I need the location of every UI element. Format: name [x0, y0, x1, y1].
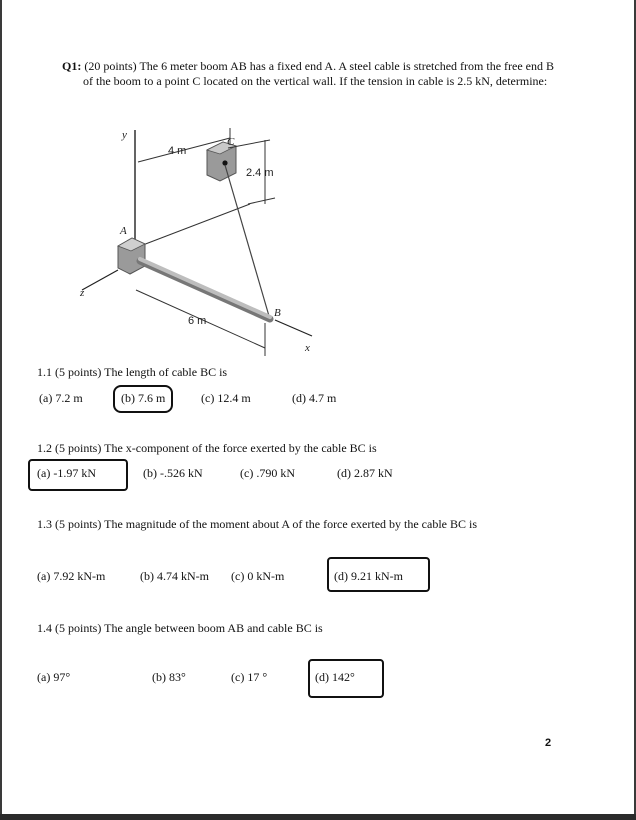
dim-6m-label: 6 m [188, 315, 207, 327]
part-1-3-option-b: (b) 4.74 kN-m [140, 569, 209, 583]
question-text-line2: of the boom to a point C located on the vertical wall. If the tension in cable is 2.5 kN, determine: [83, 74, 548, 88]
point-c-marker [222, 160, 227, 165]
wall-base-line [135, 204, 250, 248]
part-1-1-option-b: (b) 7.6 m [121, 391, 166, 405]
question-text-line1: (20 points) The 6 meter boom AB has a fixed end A. A steel cable is stretched from the free end B [84, 59, 555, 73]
part-1-1-option-d: (d) 4.7 m [292, 391, 337, 405]
label-a: A [120, 225, 127, 237]
page-number: 2 [545, 737, 552, 749]
dim-24-label: 2.4 m [246, 167, 274, 179]
axis-z-label: z [80, 287, 85, 299]
part-1-4-option-c: (c) 17 ° [231, 670, 268, 684]
dim-4m-label: 4 m [168, 145, 187, 157]
part-1-4-prompt: 1.4 (5 points) The angle between boom AB and cable BC is [37, 621, 323, 635]
axis-x-label: x [305, 342, 310, 354]
part-1-4-option-a: (a) 97° [37, 670, 71, 684]
label-b: B [274, 307, 281, 319]
axis-y-label: y [122, 129, 127, 141]
part-1-3-option-a: (a) 7.92 kN-m [37, 569, 106, 583]
part-1-2-option-c: (c) .790 kN [240, 466, 295, 480]
part-1-4-option-b: (b) 83° [152, 670, 186, 684]
part-1-2-prompt: 1.2 (5 points) The x-component of the force exerted by the cable BC is [37, 441, 377, 455]
part-1-2-option-b: (b) -.526 kN [143, 466, 203, 480]
question-header [62, 59, 572, 89]
part-1-1-prompt: 1.1 (5 points) The length of cable BC is [37, 365, 228, 379]
part-1-3-prompt: 1.3 (5 points) The magnitude of the moment about A of the force exerted by the cable BC is [37, 517, 478, 531]
question-label: Q1: [62, 59, 82, 73]
dim-24-bottom [248, 198, 275, 204]
page-border-left [0, 0, 2, 820]
page-border-bottom [0, 814, 636, 820]
part-1-1-option-a: (a) 7.2 m [39, 391, 83, 405]
part-1-3-option-d: (d) 9.21 kN-m [334, 569, 403, 583]
part-1-2-option-d: (d) 2.87 kN [337, 466, 393, 480]
boom-cable-figure [70, 118, 340, 363]
cable-bc [225, 165, 269, 316]
z-axis-line [82, 270, 118, 290]
part-1-3-option-c: (c) 0 kN-m [231, 569, 285, 583]
part-1-1-option-c: (c) 12.4 m [201, 391, 251, 405]
boom-ab [140, 259, 270, 317]
x-axis-line [275, 320, 312, 336]
part-1-2-option-a: (a) -1.97 kN [37, 466, 96, 480]
part-1-4-option-d: (d) 142° [315, 670, 355, 684]
label-c: C [227, 136, 235, 148]
